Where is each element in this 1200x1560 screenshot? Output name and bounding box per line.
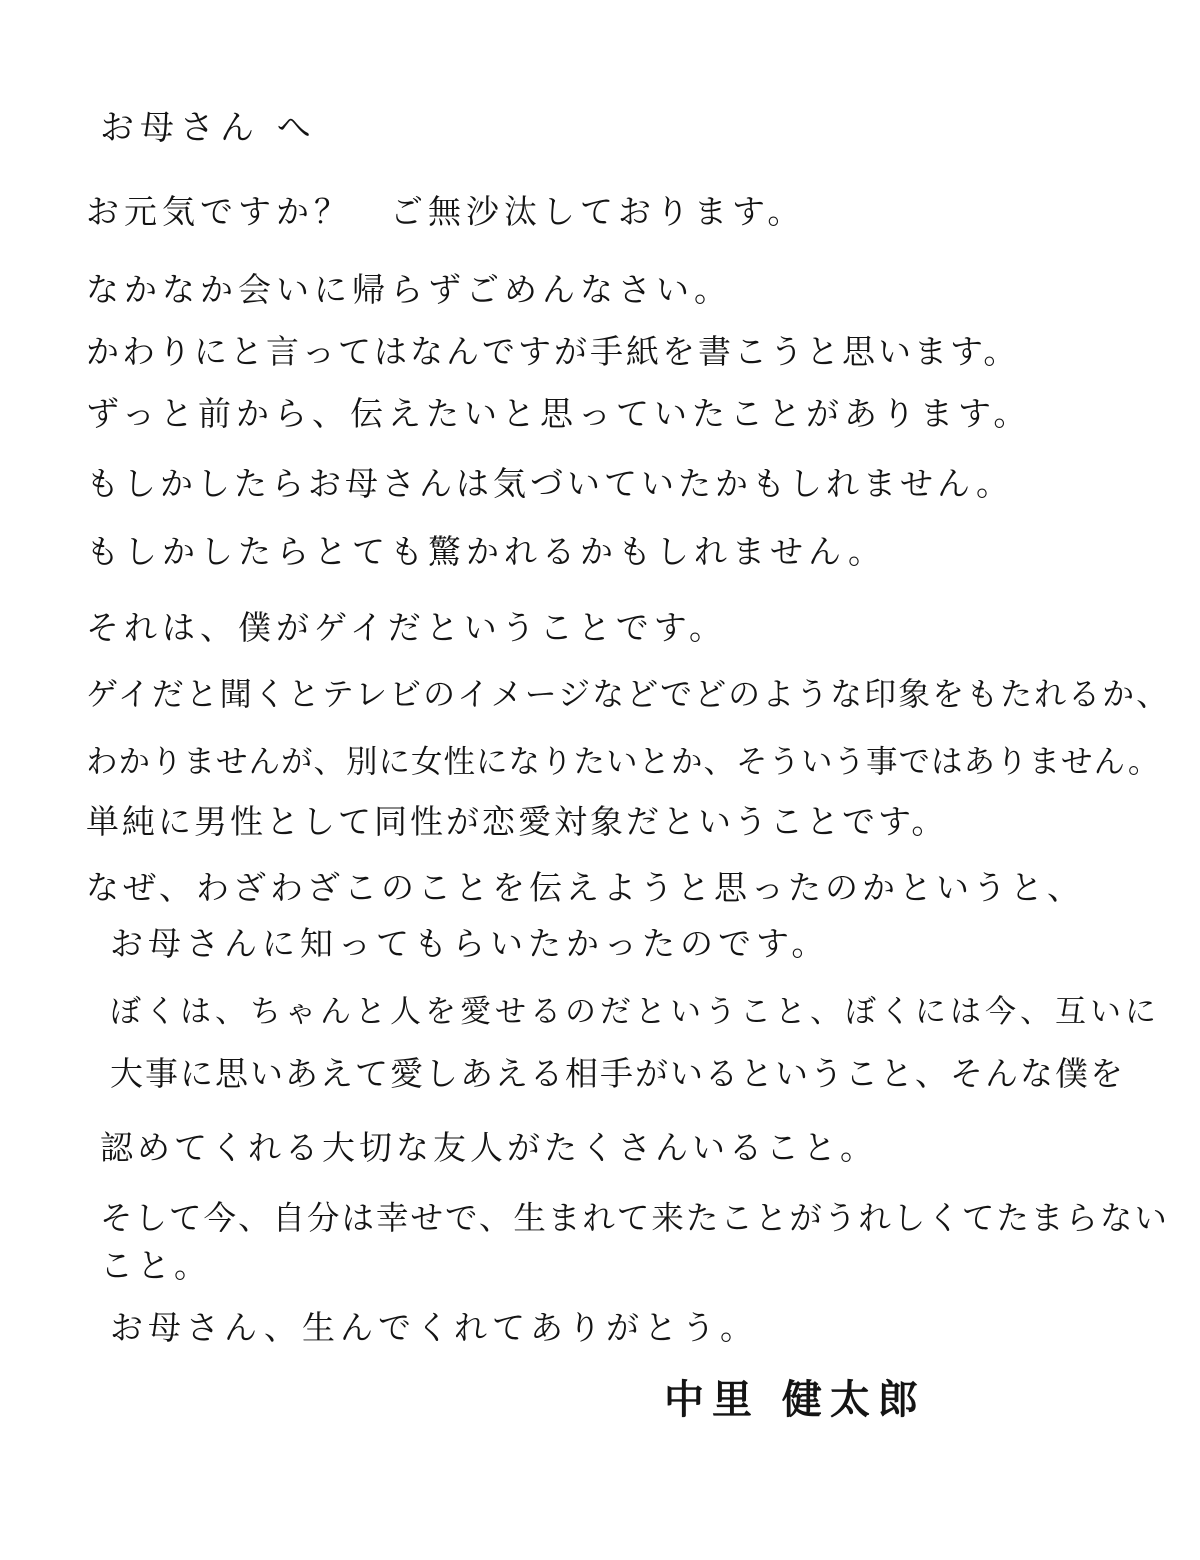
letter-line: お元気ですか？ ご無沙汰しております。 xyxy=(86,192,806,231)
letter-line: こと。 xyxy=(100,1246,211,1285)
letter-line: お母さんに知ってもらいたかったのです。 xyxy=(110,924,830,963)
letter-line: もしかしたらとても驚かれるかもしれません。 xyxy=(86,532,886,571)
letter-line: もしかしたらお母さんは気づいていたかもしれません。 xyxy=(86,464,1013,503)
letter-line: 単純に男性として同性が恋愛対象だということです。 xyxy=(86,802,948,841)
letter-line: お母さん、生んでくれてありがとう。 xyxy=(110,1308,758,1347)
letter-line: ゲイだと聞くとテレビのイメージなどでどのような印象をもたれるか、 xyxy=(86,675,1171,713)
letter-line: 大事に思いあえて愛しあえる相手がいるということ、そんな僕を xyxy=(110,1054,1125,1093)
letter-line: なかなか会いに帰らずごめんなさい。 xyxy=(86,270,732,309)
letter-line: なぜ、わざわざこのことを伝えようと思ったのかというと、 xyxy=(86,868,1085,907)
letter-line: かわりにと言ってはなんですが手紙を書こうと思います。 xyxy=(86,332,1020,371)
letter-signature: 中里 健太郎 xyxy=(664,1376,926,1423)
letter-line: わかりませんが、別に女性になりたいとか、そういう事ではありません。 xyxy=(86,744,1161,780)
letter-line: ぼくは、ちゃんと人を愛せるのだということ、ぼくには今、互いに xyxy=(110,994,1160,1030)
letter-line: 認めてくれる大切な友人がたくさんいること。 xyxy=(100,1128,877,1167)
letter-line: そして今、自分は幸せで、生まれて来たことがうれしくてたまらない xyxy=(100,1199,1169,1237)
letter-line: ずっと前から、伝えたいと思っていたことがあります。 xyxy=(86,394,1032,433)
letter-salutation: お母さん へ xyxy=(100,108,317,148)
letter-line: それは、僕がゲイだということです。 xyxy=(86,608,728,647)
